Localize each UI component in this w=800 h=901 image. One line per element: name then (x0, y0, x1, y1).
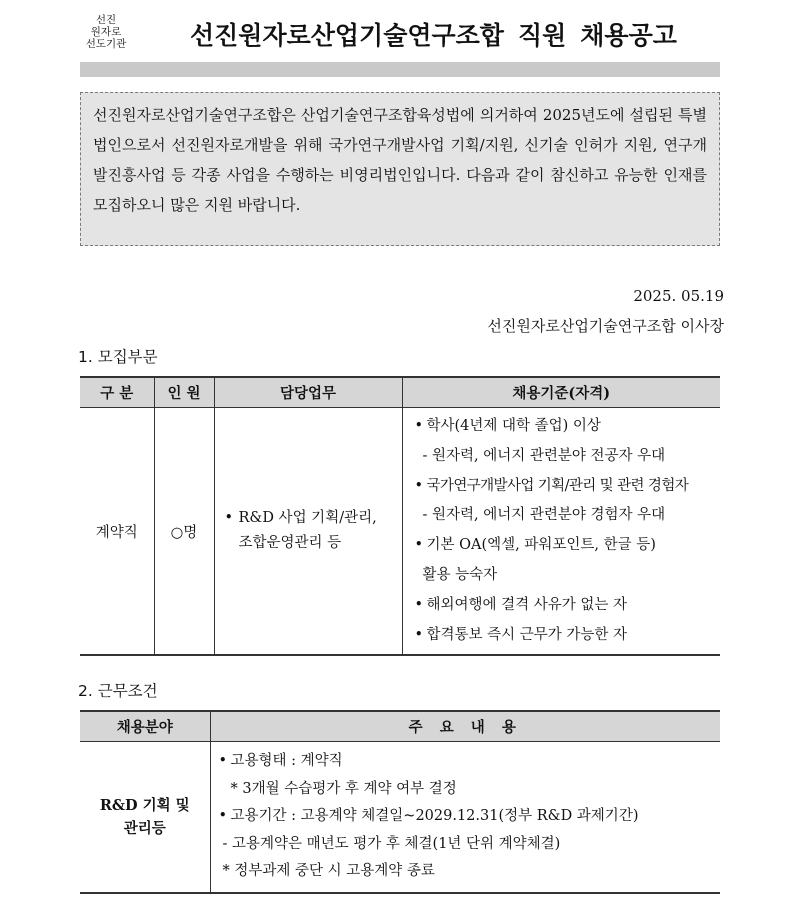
cell-duty (214, 408, 402, 656)
bullet-icon: • (218, 808, 228, 825)
list-item: • 고용기간 : 고용계약 체결일~2029.12.31(정부 R&D 과제기간) (219, 803, 721, 831)
logo-line: 원자로 (90, 26, 122, 38)
cell-field: R&D 기획 및 관리등 (80, 742, 210, 893)
list-item: * 정부과제 중단 시 고용계약 종료 (222, 863, 435, 880)
header-duty: 담당업무 (214, 377, 402, 408)
table-header-row (80, 711, 720, 742)
duty-line: R&D 사업 기획/관리, (238, 510, 377, 527)
list-item: - 원자력, 에너지 관련분야 전공자 우대 (422, 447, 666, 464)
duty-line: 조합운영관리 등 (238, 535, 342, 552)
bullet-icon: • (218, 753, 228, 769)
list-item: 활용 능숙자 (422, 566, 498, 583)
signature: 선진원자로산업기술연구조합 이사장 (487, 317, 724, 335)
bullet-icon: • (414, 477, 423, 494)
bullet-icon: • (414, 596, 424, 613)
header-content: 주 요 내 용 (210, 711, 720, 742)
title-org: 선진원자로산업기술연구조합 (190, 21, 504, 50)
org-logo (78, 14, 134, 50)
bullet-icon: • (414, 626, 424, 643)
intro-text: 선진원자로산업기술연구조합은 산업기술연구조합육성법에 의거하여 2025년도에 설립된 특별법인으로서 선진원자로개발을 위해 국가연구개발사업 기획/지원, 신기술 인허가 지원, 연구개발진흥사업 등 각종 사업을 수행하는 비영리법인입니다. 다음과 같이 참신하고 유능한 인재를 모집하오니 많은 지원 바랍니다. (93, 106, 707, 214)
header-field: 채용분야 (80, 711, 210, 742)
list-item: • 학사(4년제 대학 졸업) 이상 (415, 412, 721, 442)
section-heading-conditions: 2. 근무조건 (78, 682, 158, 700)
title-staff: 직원 (517, 21, 567, 50)
table-row (80, 742, 720, 893)
header-category: 구 분 (80, 377, 154, 408)
bullet-icon: • (414, 537, 424, 554)
cell-type: 계약직 (80, 408, 154, 656)
list-item: • 국가연구개발사업 기획/관리 및 관련 경험자 (415, 472, 721, 502)
title-notice: 채용공고 (580, 21, 677, 50)
list-item: • 고용형태 : 계약직 (219, 748, 721, 776)
bullet-icon: • (414, 418, 424, 434)
bullet-icon: • (224, 510, 234, 527)
table-row (80, 408, 720, 656)
header-headcount: 인 원 (154, 377, 214, 408)
recruitment-table (80, 376, 720, 656)
cell-criteria (402, 408, 720, 656)
list-item: • 해외여행에 결격 사유가 없는 자 (415, 591, 721, 621)
page-title (190, 16, 677, 52)
logo-line: 선도기관 (85, 38, 127, 50)
notice-date: 2025. 05.19 (633, 287, 724, 305)
title-divider-bar (80, 62, 720, 77)
table-header-row (80, 377, 720, 408)
section-heading-recruitment: 1. 모집부문 (78, 348, 158, 366)
list-item: • 합격통보 즉시 근무가 가능한 자 (415, 621, 721, 651)
list-item: - 원자력, 에너지 관련분야 경험자 우대 (422, 507, 666, 524)
conditions-table (80, 710, 720, 894)
logo-line: 선진 (95, 14, 117, 26)
list-item: * 3개월 수습평가 후 계약 여부 결정 (230, 780, 457, 797)
list-item: • 기본 OA(엑셀, 파워포인트, 한글 등) (415, 531, 721, 561)
cell-details (210, 742, 720, 893)
intro-box (80, 92, 720, 246)
header-criteria: 채용기준(자격) (402, 377, 720, 408)
cell-count: ○명 (154, 408, 214, 656)
list-item: - 고용계약은 매년도 평가 후 체결(1년 단위 계약체결) (222, 835, 561, 852)
